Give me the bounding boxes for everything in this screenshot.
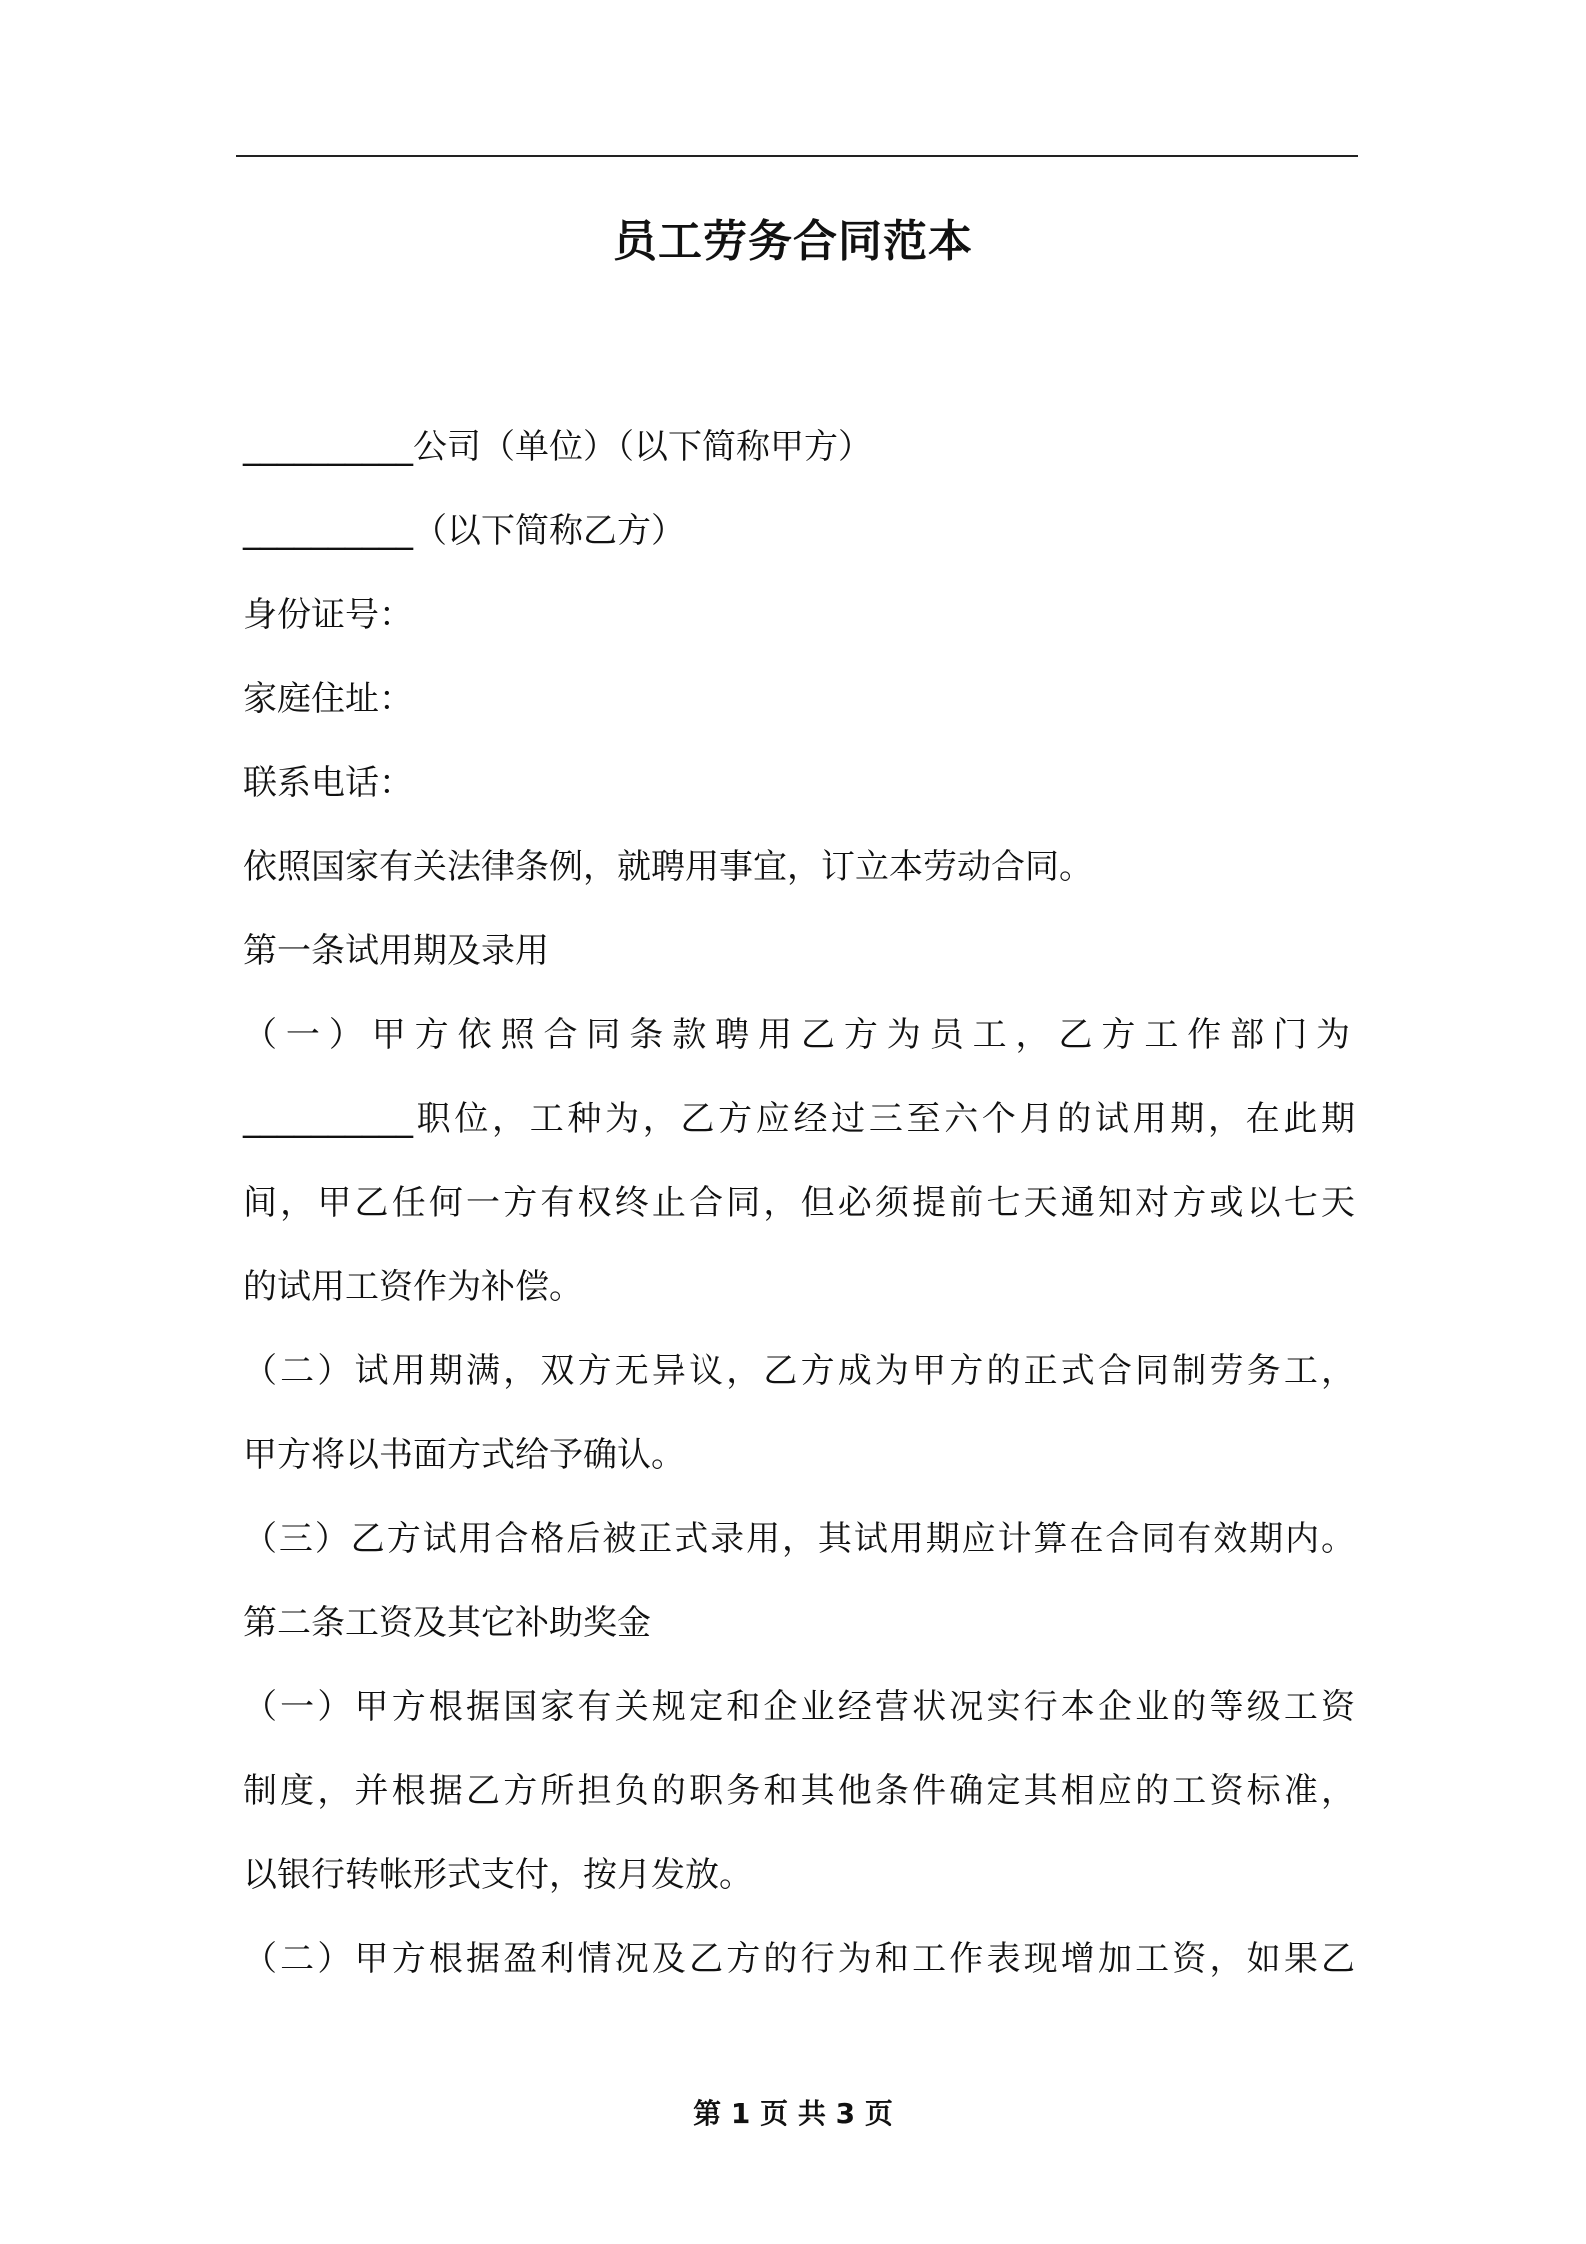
article-1-heading: 第一条试用期及录用 — [243, 931, 549, 971]
article-1-clause-1-line-1: （一）甲方依照合同条款聘用乙方为员工，乙方工作部门为 — [243, 1015, 1355, 1055]
page-number-footer: 第 1 页 共 3 页 — [693, 2097, 893, 2130]
article-2-clause-1-line-2: 制度，并根据乙方所担负的职务和其他条件确定其相应的工资标准， — [243, 1771, 1355, 1811]
header-rule — [236, 155, 1358, 157]
article-2-heading: 第二条工资及其它补助奖金 — [243, 1603, 651, 1643]
preamble-line: 依照国家有关法律条例，就聘用事宜，订立本劳动合同。 — [243, 847, 1093, 887]
article-2-clause-1-line-3: 以银行转帐形式支付，按月发放。 — [243, 1855, 753, 1895]
party-a-line: __________公司（单位）（以下简称甲方） — [243, 427, 872, 467]
id-number-line: 身份证号： — [243, 595, 413, 635]
home-address-line: 家庭住址： — [243, 679, 413, 719]
article-1-clause-1-line-4: 的试用工资作为补偿。 — [243, 1267, 583, 1307]
phone-line: 联系电话： — [243, 763, 413, 803]
article-1-clause-1-line-3: 间，甲乙任何一方有权终止合同，但必须提前七天通知对方或以七天 — [243, 1183, 1355, 1223]
article-1-clause-2-line-1: （二）试用期满，双方无异议，乙方成为甲方的正式合同制劳务工， — [243, 1351, 1355, 1391]
article-1-clause-1-line-2: __________职位，工种为，乙方应经过三至六个月的试用期，在此期 — [243, 1099, 1355, 1139]
article-2-clause-2-line-1: （二）甲方根据盈利情况及乙方的行为和工作表现增加工资，如果乙 — [243, 1939, 1355, 1979]
article-1-clause-2-line-2: 甲方将以书面方式给予确认。 — [243, 1435, 685, 1475]
article-2-clause-1-line-1: （一）甲方根据国家有关规定和企业经营状况实行本企业的等级工资 — [243, 1687, 1355, 1727]
document-title: 员工劳务合同范本 — [613, 216, 973, 267]
document-body — [243, 405, 1355, 2001]
article-1-clause-3-line-1: （三）乙方试用合格后被正式录用，其试用期应计算在合同有效期内。 — [243, 1519, 1355, 1559]
party-b-line: __________（以下简称乙方） — [243, 511, 685, 551]
